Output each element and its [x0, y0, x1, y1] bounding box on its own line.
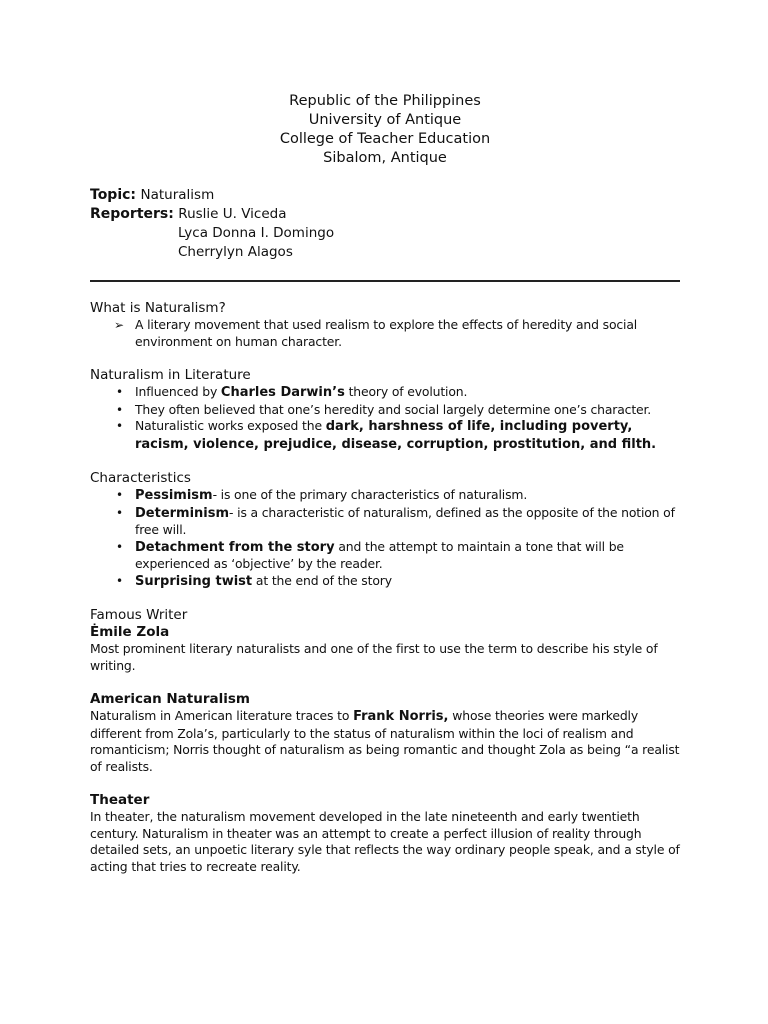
list-item-text: Naturalistic works exposed the [135, 418, 326, 433]
reporters-label: Reporters: [90, 206, 174, 222]
topic-line [90, 186, 680, 205]
writer-name: Ėmile Zola [90, 624, 170, 640]
list-item-text: Influenced by [135, 384, 221, 399]
dot-bullet-icon: • [116, 505, 123, 520]
section-naturalism-in-literature [90, 367, 680, 453]
bullet-list [90, 487, 680, 590]
list-item-text: and the attempt to maintain a tone that will be experienced as ‘objective’ by the reader. [135, 538, 624, 571]
list-item [90, 317, 680, 350]
horizontal-divider [90, 280, 680, 282]
bullet-list [90, 384, 680, 453]
dot-bullet-icon: • [116, 402, 123, 417]
list-item [90, 539, 680, 573]
section-theater [90, 792, 680, 875]
list-item-bold-text: Determinism [135, 505, 230, 521]
reporters-line [90, 205, 680, 224]
dot-bullet-icon: • [116, 539, 123, 554]
theater-paragraph: In theater, the naturalism movement developed in the late nineteenth and early twentieth century. Naturalism in theater was an attempt to create a perfect illusion of reality through detailed sets, an unpoetic literary syle that reflects the way ordinary people speak, and a style of acting that tries to recreate reality. [90, 809, 680, 874]
list-item-text: - is a characteristic of naturalism, defined as the opposite of the notion of free will. [135, 504, 675, 537]
section-title: American Naturalism [90, 691, 250, 707]
document-header [75, 92, 695, 168]
dot-bullet-icon: • [116, 419, 123, 433]
list-item [90, 384, 680, 402]
writer-description: Most prominent literary naturalists and one of the first to use the term to describe his style of writing. [90, 641, 658, 673]
header-location: Sibalom, Antique [323, 150, 447, 166]
arrow-bullet-icon: ➢ [114, 318, 124, 332]
section-famous-writer [90, 607, 680, 674]
list-item-text: A literary movement that used realism to explore the effects of heredity and social environment on human character. [135, 317, 638, 349]
dot-bullet-icon: • [116, 385, 123, 399]
list-item-bold-text: Charles Darwin’s [220, 385, 345, 400]
list-item-text: theory of evolution. [344, 384, 468, 399]
header-college: College of Teacher Education [279, 131, 491, 147]
reporter-name: Cherrylyn Alagos [178, 244, 293, 260]
list-item-text: They often believed that one’s heredity and social largely determine one’s character. [135, 401, 652, 417]
report-meta [90, 186, 680, 262]
section-title: Theater [90, 792, 150, 808]
list-item-text: - is one of the primary characteristics of naturalism. [212, 487, 528, 502]
paragraph-text: whose theories were markedly different from Zola’s, particularly to the status of naturalism within the loci of realism and romanticism; Norris thought of naturalism as being romantic and thought Zola as being “a realist of realists. [90, 708, 680, 774]
list-item-bold-text: Surprising twist [135, 573, 253, 589]
section-what-is-naturalism [90, 300, 680, 350]
dot-bullet-icon: • [116, 573, 123, 588]
topic-value: Naturalism [140, 187, 215, 203]
topic-label: Topic: [90, 187, 137, 203]
list-item [90, 418, 680, 453]
section-american-naturalism [90, 691, 680, 775]
paragraph-text: Naturalism in American literature traces to [90, 708, 354, 723]
list-item [90, 402, 680, 419]
arrow-list [90, 317, 680, 350]
section-title: Characteristics [90, 470, 191, 486]
reporter-name: Lyca Donna I. Domingo [178, 225, 335, 241]
list-item [90, 573, 680, 591]
american-paragraph [90, 708, 680, 775]
list-item [90, 505, 680, 539]
list-item-bold-text: Pessimism [135, 488, 213, 503]
section-characteristics [90, 470, 680, 590]
document-page [90, 92, 680, 875]
list-item-bold-text: Detachment from the story [135, 539, 335, 555]
list-item [90, 487, 680, 505]
section-title: Famous Writer [90, 607, 188, 623]
section-title: Naturalism in Literature [90, 367, 251, 383]
reporter-name: Ruslie U. Viceda [178, 206, 287, 222]
dot-bullet-icon: • [116, 488, 123, 502]
list-item-text: at the end of the story [252, 572, 392, 588]
paragraph-bold-text: Frank Norris, [353, 709, 449, 724]
section-title: What is Naturalism? [90, 300, 226, 316]
list-item-bold-text: dark, harshness of life, including poverty, racism, violence, prejudice, disease, corruption, prostitution, and filth. [135, 419, 657, 452]
header-university: University of Antique [308, 112, 462, 128]
header-republic: Republic of the Philippines [289, 93, 481, 109]
